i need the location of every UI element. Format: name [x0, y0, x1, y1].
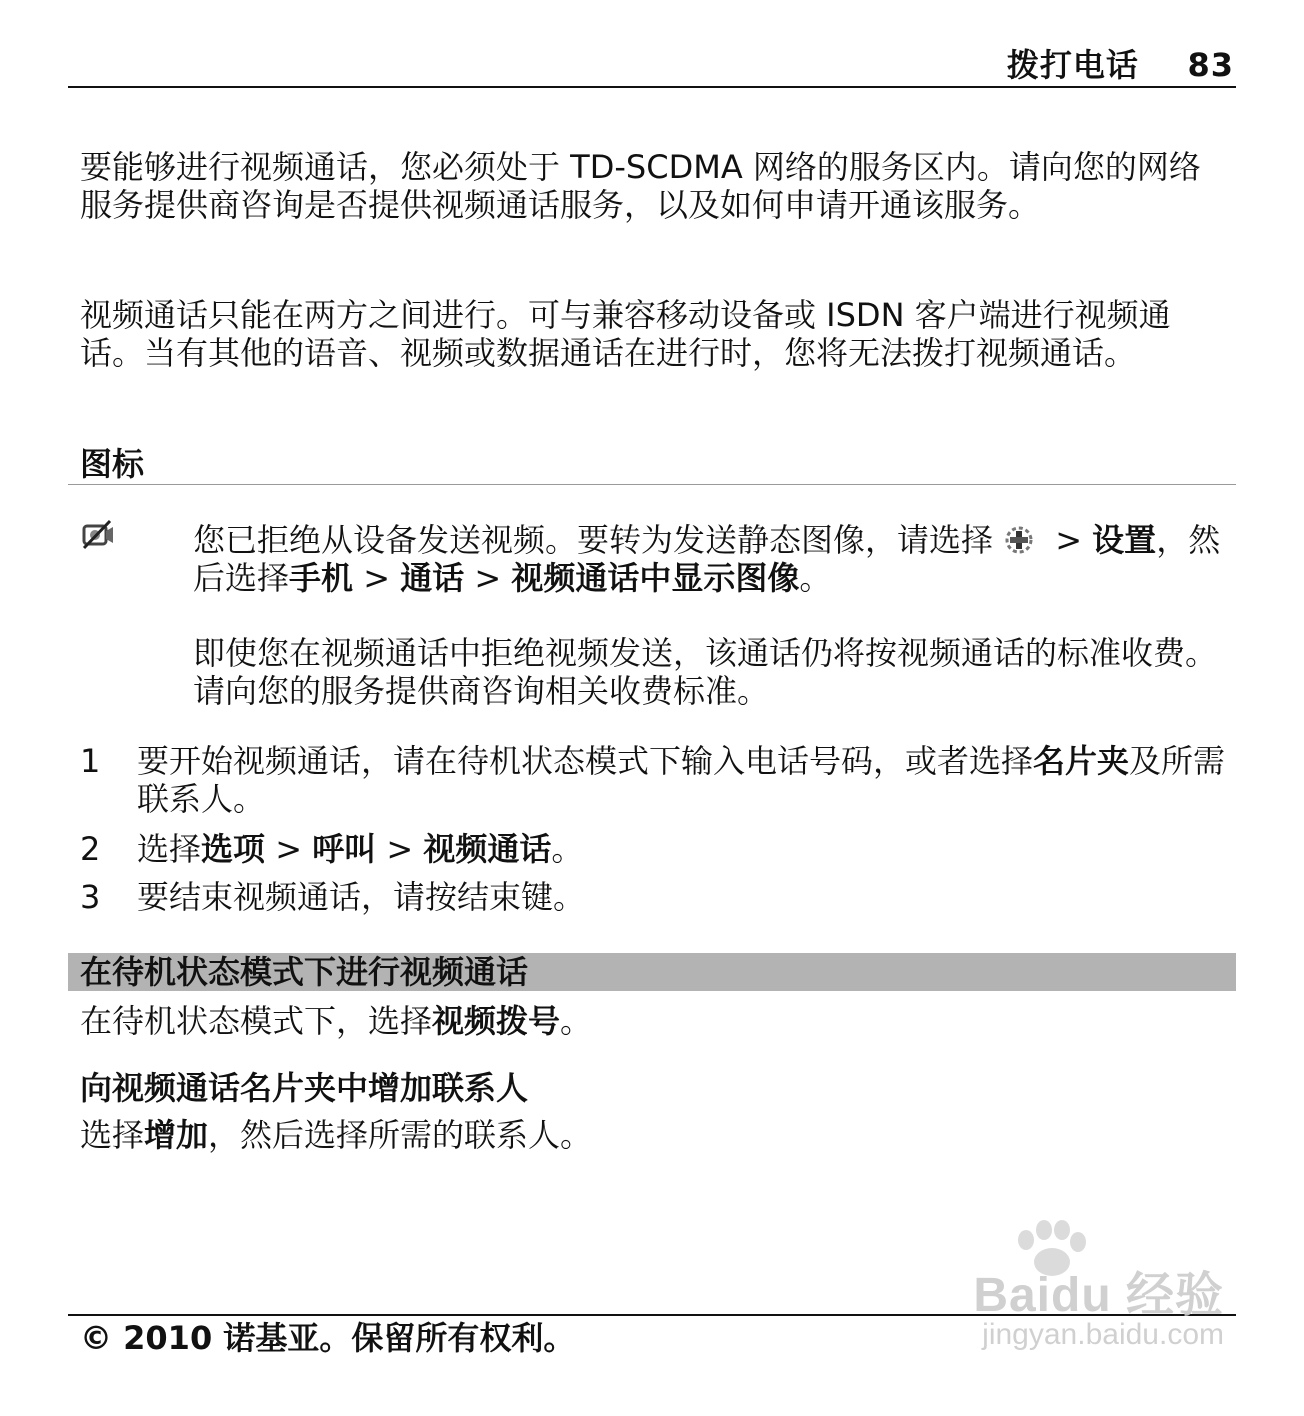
- camera-crossed-icon: [80, 518, 116, 552]
- step-number: 3: [80, 878, 101, 916]
- sep: >: [353, 559, 401, 597]
- menu-call: 通话: [400, 559, 465, 597]
- banner-heading: 在待机状态模式下进行视频通话: [80, 953, 529, 991]
- menu-video-call: 视频通话: [423, 830, 552, 868]
- header: [1007, 40, 1234, 86]
- standby-text: [80, 1002, 1230, 1040]
- step-2-text: 选择: [137, 830, 202, 868]
- standby-text-a: 在待机状态模式下，选择: [80, 1002, 433, 1040]
- icons-heading: 图标: [80, 445, 145, 483]
- sep: >: [376, 830, 424, 868]
- period: 。: [551, 830, 584, 868]
- period: 。: [799, 559, 832, 597]
- copyright: © 2010 诺基亚。保留所有权利。: [80, 1319, 576, 1357]
- sep: >: [1045, 521, 1093, 559]
- step-number: 1: [80, 742, 101, 780]
- menu-call-action: 呼叫: [312, 830, 377, 868]
- add-contact-text-c: ，然后选择所需的联系人。: [208, 1116, 593, 1154]
- step-text: [137, 742, 1230, 818]
- section-title: 拨打电话: [1006, 46, 1139, 84]
- menu-settings: 设置: [1092, 521, 1157, 559]
- step-3: [80, 878, 1230, 916]
- add-contact-text: [80, 1116, 1230, 1154]
- menu-video-dial: 视频拨号: [432, 1002, 561, 1040]
- step-1-text: 要开始视频通话，请在待机状态模式下输入电话号码，或者选择: [137, 742, 1034, 780]
- icon-desc-text-2: ，然后选择: [193, 521, 1221, 597]
- intro-paragraph-1: 要能够进行视频通话，您必须处于 TD-SCDMA 网络的服务区内。请向您的网络服务提供商咨询是否提供视频通话服务，以及如何申请开通该服务。: [80, 148, 1201, 224]
- section-banner: [68, 953, 1236, 991]
- sep: >: [464, 559, 512, 597]
- menu-key-icon: [999, 523, 1039, 557]
- menu-show-image: 视频通话中显示图像: [511, 559, 800, 597]
- icons-rule: [68, 484, 1236, 485]
- icon-note: 即使您在视频通话中拒绝视频发送，该通话仍将按视频通话的标准收费。请向您的服务提供商咨询相关收费标准。: [193, 634, 1218, 710]
- header-rule: [68, 86, 1236, 88]
- menu-contacts: 名片夹: [1033, 742, 1130, 780]
- add-contact-heading: 向视频通话名片夹中增加联系人: [80, 1069, 529, 1107]
- step-1-text-end: 及所需联系人。: [137, 742, 1226, 818]
- menu-add: 增加: [144, 1116, 209, 1154]
- add-contact-text-a: 选择: [80, 1116, 145, 1154]
- icon-desc-text: 您已拒绝从设备发送视频。要转为发送静态图像，请选择: [193, 521, 994, 559]
- baidu-watermark: [924, 1218, 1224, 1368]
- step-text: [137, 830, 1230, 868]
- icon-description: [193, 521, 1233, 597]
- watermark-url: jingyan.baidu.com: [982, 1318, 1224, 1351]
- step-number: 2: [80, 830, 101, 868]
- step-1: [80, 742, 1230, 818]
- period: 。: [560, 1002, 593, 1040]
- menu-options: 选项: [201, 830, 266, 868]
- step-text: 要结束视频通话，请按结束键。: [137, 878, 586, 916]
- step-2: [80, 830, 1230, 868]
- sep: >: [265, 830, 313, 868]
- menu-phone: 手机: [289, 559, 354, 597]
- intro-paragraph-2: 视频通话只能在两方之间进行。可与兼容移动设备或 ISDN 客户端进行视频通话。当有其他的语音、视频或数据通话在进行时，您将无法拨打视频通话。: [80, 296, 1171, 372]
- page-number: 83: [1187, 46, 1234, 84]
- watermark-main: Baidu 经验: [973, 1269, 1224, 1322]
